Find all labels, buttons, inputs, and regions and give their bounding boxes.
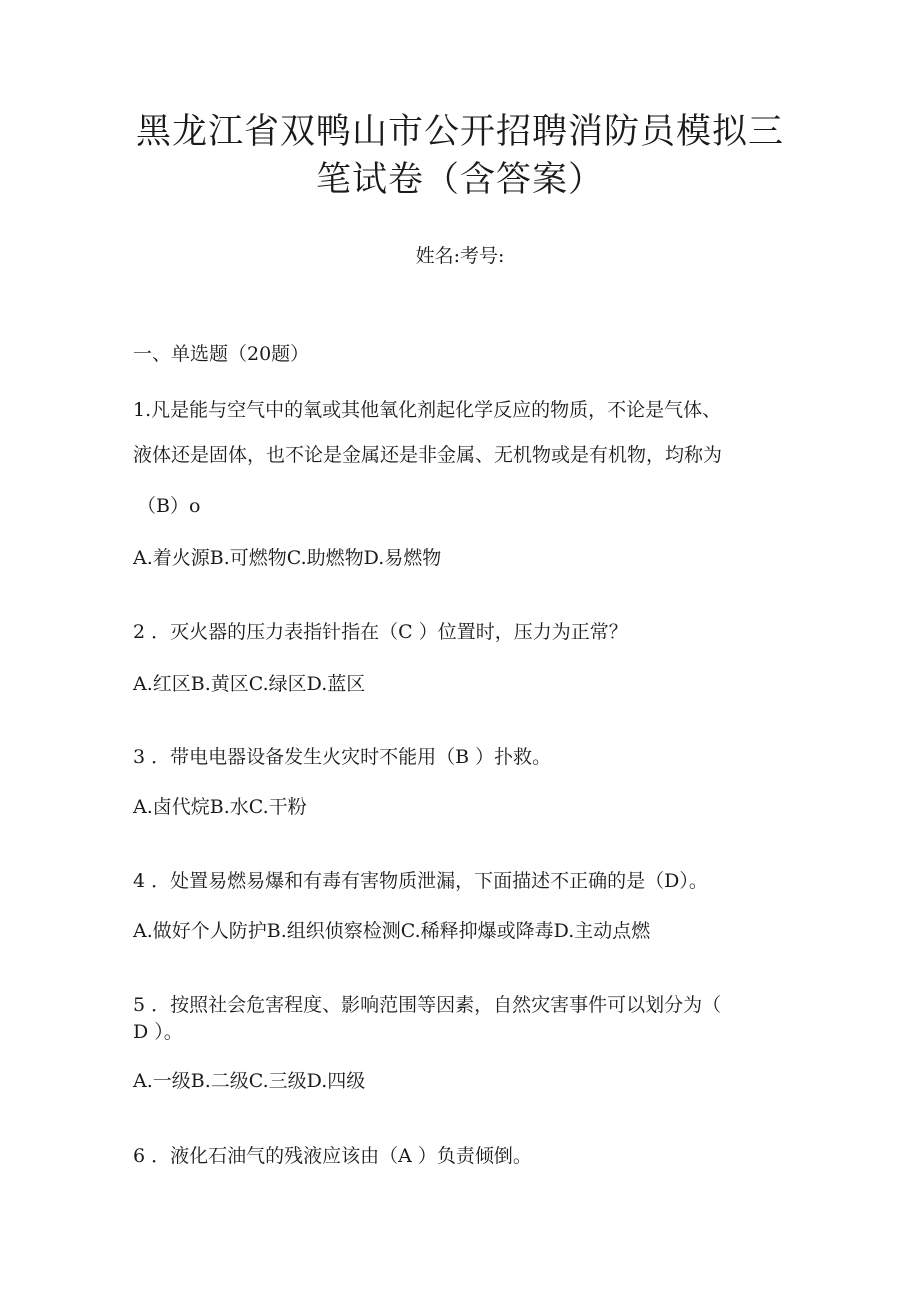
question-4-line-1: 4 ．处置易燃易爆和有毒有害物质泄漏，下面描述不正确的是（D）。 <box>133 870 708 892</box>
question-1-line-1: 1.凡是能与空气中的氧或其他氧化剂起化学反应的物质，不论是气体、 <box>133 399 722 421</box>
question-3-options: A.卤代烷B.水C.干粉 <box>133 796 307 818</box>
question-1-line-2: 液体还是固体，也不论是金属还是非金属、无机物或是有机物，均称为 <box>133 444 723 466</box>
question-5-line-2: D ）。 <box>133 1021 183 1043</box>
question-2-line-1: 2 ．灭火器的压力表指针指在（C ）位置时，压力为正常？ <box>133 621 628 643</box>
question-5-line-1: 5 ．按照社会危害程度、影响范围等因素，自然灾害事件可以划分为（ <box>133 994 722 1016</box>
document-title-line-1: 黑龙江省双鸭山市公开招聘消防员模拟三 <box>135 112 784 152</box>
question-6-line-1: 6 ．液化石油气的残液应该由（A ）负责倾倒。 <box>133 1145 532 1167</box>
question-5-options: A.一级B.二级C.三级D.四级 <box>133 1070 366 1092</box>
question-3-line-1: 3 ．带电电器设备发生火灾时不能用（B ）扑救。 <box>133 746 552 768</box>
section-heading: 一、单选题（20题） <box>133 343 310 365</box>
question-4-options: A.做好个人防护B.组织侦察检测C.稀释抑爆或降毒D.主动点燃 <box>133 920 651 942</box>
document-title-line-2: 笔试卷（含答案） <box>315 160 604 200</box>
question-1-line-3: （B）o <box>137 495 201 517</box>
name-and-exam-number: 姓名:考号: <box>415 245 505 267</box>
question-1-options: A.着火源B.可燃物C.助燃物D.易燃物 <box>133 547 442 569</box>
question-2-options: A.红区B.黄区C.绿区D.蓝区 <box>133 673 366 695</box>
